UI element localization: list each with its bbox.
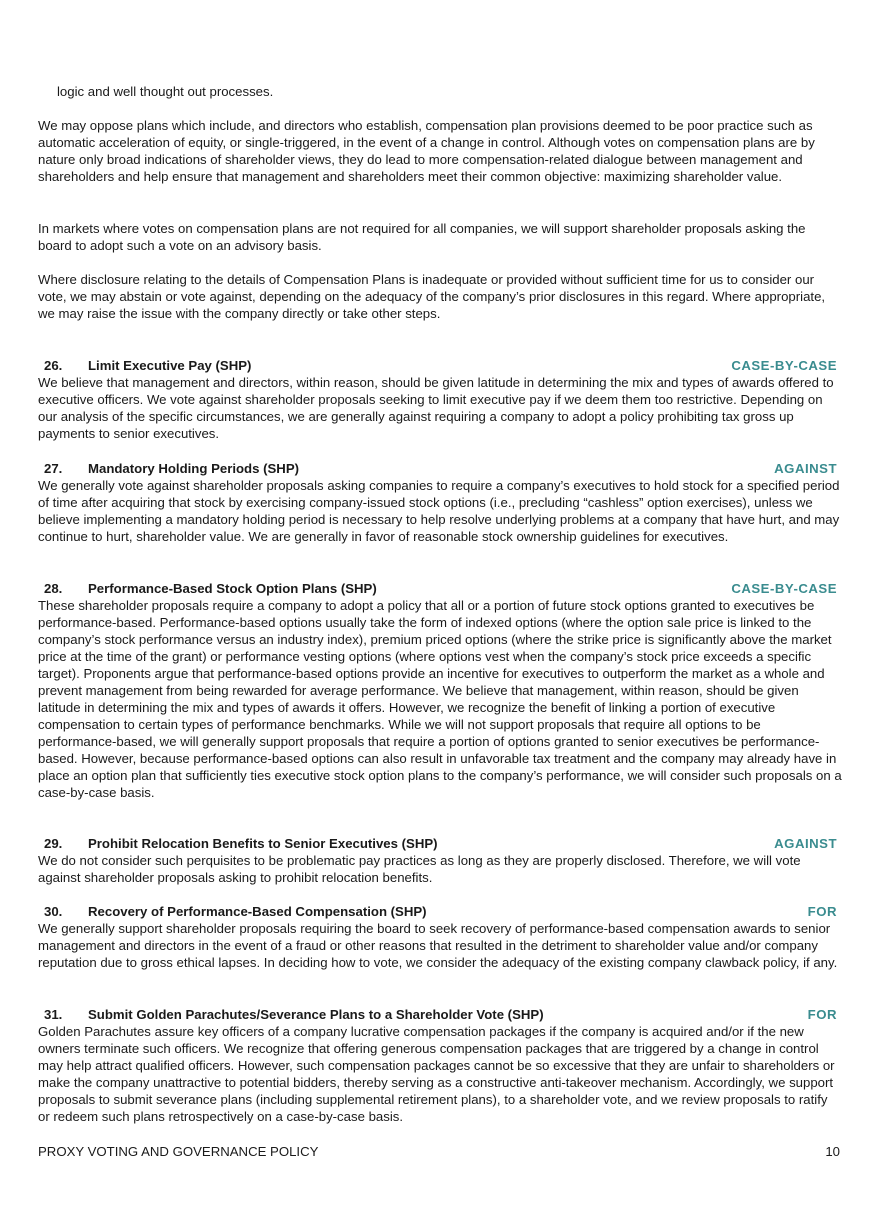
section-26-heading bbox=[44, 357, 837, 374]
section-30-heading bbox=[44, 903, 837, 920]
section-number: 30. bbox=[44, 904, 63, 919]
vote-rating-badge: CASE-BY-CASE bbox=[731, 358, 837, 373]
section-title: Mandatory Holding Periods (SHP) bbox=[88, 461, 300, 476]
intro-paragraph-3: Where disclosure relating to the details of Compensation Plans is inadequate or provided without sufficient time for us to consider our vote, we may abstain or vote against, depending on the adequacy of the company’s prior disclosures in this regard. Where appropriate, we may raise the issue with the company directly or take other steps. bbox=[38, 272, 826, 321]
section-number: 27. bbox=[44, 461, 63, 476]
section-title: Performance-Based Stock Option Plans (SHP) bbox=[88, 581, 377, 596]
section-30-body: We generally support shareholder proposals requiring the board to seek recovery of performance-based compensation awards to senior management and directors in the event of a fraud or other reasons that resulted in the detriment to shareholder value and/or company reputation due to gross ethical lapses. In deciding how to vote, we consider the adequacy of the existing company clawback policy, if any. bbox=[38, 921, 838, 970]
vote-rating-badge: FOR bbox=[807, 904, 837, 919]
section-28-heading bbox=[44, 580, 837, 597]
section-29-heading bbox=[44, 835, 837, 852]
vote-rating-badge: AGAINST bbox=[774, 836, 837, 851]
section-title: Submit Golden Parachutes/Severance Plans to a Shareholder Vote (SHP) bbox=[88, 1007, 544, 1022]
vote-rating-badge: CASE-BY-CASE bbox=[731, 581, 837, 596]
intro-continuation: logic and well thought out processes. bbox=[57, 84, 274, 99]
intro-paragraph-2: In markets where votes on compensation plans are not required for all companies, we will support shareholder proposals asking the board to adopt such a vote on an advisory basis. bbox=[38, 221, 806, 253]
section-number: 26. bbox=[44, 358, 63, 373]
section-number: 29. bbox=[44, 836, 63, 851]
section-27-heading bbox=[44, 460, 837, 477]
page-footer bbox=[38, 1143, 840, 1160]
section-31-heading bbox=[44, 1006, 837, 1023]
section-number: 31. bbox=[44, 1007, 63, 1022]
section-26-body: We believe that management and directors, within reason, should be given latitude in determining the mix and types of awards offered to executive officers. We vote against shareholder proposals seeking to limit executive pay if we deem them too restrictive. Depending on our analysis of the specific circumstances, we are generally against requiring a company to adopt a policy prohibiting tax gross up payments to senior executives. bbox=[38, 375, 834, 441]
section-28-body: These shareholder proposals require a company to adopt a policy that all or a portion of future stock options granted to executives be performance-based. Performance-based options usually take the form of indexed options (where the option sale price is linked to the company’s stock performance versus an industry index), premium priced options (where the strike price is significantly above the market price at the time of the grant) or performance vesting options (where options vest when the company’s stock price exceeds a specific target). Proponents argue that performance-based options provide an incentive for executives to outperform the market as a whole and prevent management from being rewarded for average performance. We believe that management, within reason, should be given latitude in determining the mix and types of awards it offers. However, we recognize the benefit of linking a portion of executive compensation to certain types of performance benchmarks. While we will not support proposals that require all options to be performance-based, we will generally support proposals that require a portion of options granted to senior executives be performance-based. However, because performance-based options can also result in unfavorable tax treatment and the company may already have in place an option plan that sufficiently ties executive stock option plans to the company’s performance, we will consider such proposals on a case-by-case basis. bbox=[38, 598, 842, 800]
section-number: 28. bbox=[44, 581, 63, 596]
section-27-body: We generally vote against shareholder proposals asking companies to require a company’s executives to hold stock for a specified period of time after acquiring that stock by exercising company-issued stock options (i.e., precluding “cashless” option exercises), unless we believe implementing a mandatory holding period is necessary to help resolve underlying problems at a company that have hurt, and may continue to hurt, shareholder value. We are generally in favor of reasonable stock ownership guidelines for executives. bbox=[38, 478, 840, 544]
section-title: Recovery of Performance-Based Compensation (SHP) bbox=[88, 904, 427, 919]
footer-title: PROXY VOTING AND GOVERNANCE POLICY bbox=[38, 1144, 319, 1159]
vote-rating-badge: FOR bbox=[807, 1007, 837, 1022]
vote-rating-badge: AGAINST bbox=[774, 461, 837, 476]
section-31-body: Golden Parachutes assure key officers of a company lucrative compensation packages if the company is acquired and/or if the new owners terminate such officers. We recognize that offering generous compensation packages that are triggered by a change in control may help attract qualified officers. However, such compensation packages cannot be so excessive that they are unfair to shareholders or make the company unattractive to potential bidders, thereby serving as a constructive anti-takeover mechanism. Accordingly, we support proposals to submit severance plans (including supplemental retirement plans), to a shareholder vote, and we review proposals to ratify or redeem such plans retrospectively on a case-by-case basis. bbox=[38, 1024, 835, 1124]
intro-paragraph-1: We may oppose plans which include, and directors who establish, compensation plan provisions deemed to be poor practice such as automatic acceleration of equity, or single-triggered, in the event of a change in control. Although votes on compensation plans are by nature only broad indications of shareholder views, they do lead to more compensation-related dialogue between management and shareholders and help ensure that management and shareholders meet their common objective: maximizing shareholder value. bbox=[38, 118, 815, 184]
section-title: Limit Executive Pay (SHP) bbox=[88, 358, 252, 373]
page-number: 10 bbox=[825, 1144, 840, 1159]
section-29-body: We do not consider such perquisites to be problematic pay practices as long as they are properly disclosed. Therefore, we will vote against shareholder proposals asking to prohibit relocation benefits. bbox=[38, 853, 801, 885]
section-title: Prohibit Relocation Benefits to Senior Executives (SHP) bbox=[88, 836, 438, 851]
